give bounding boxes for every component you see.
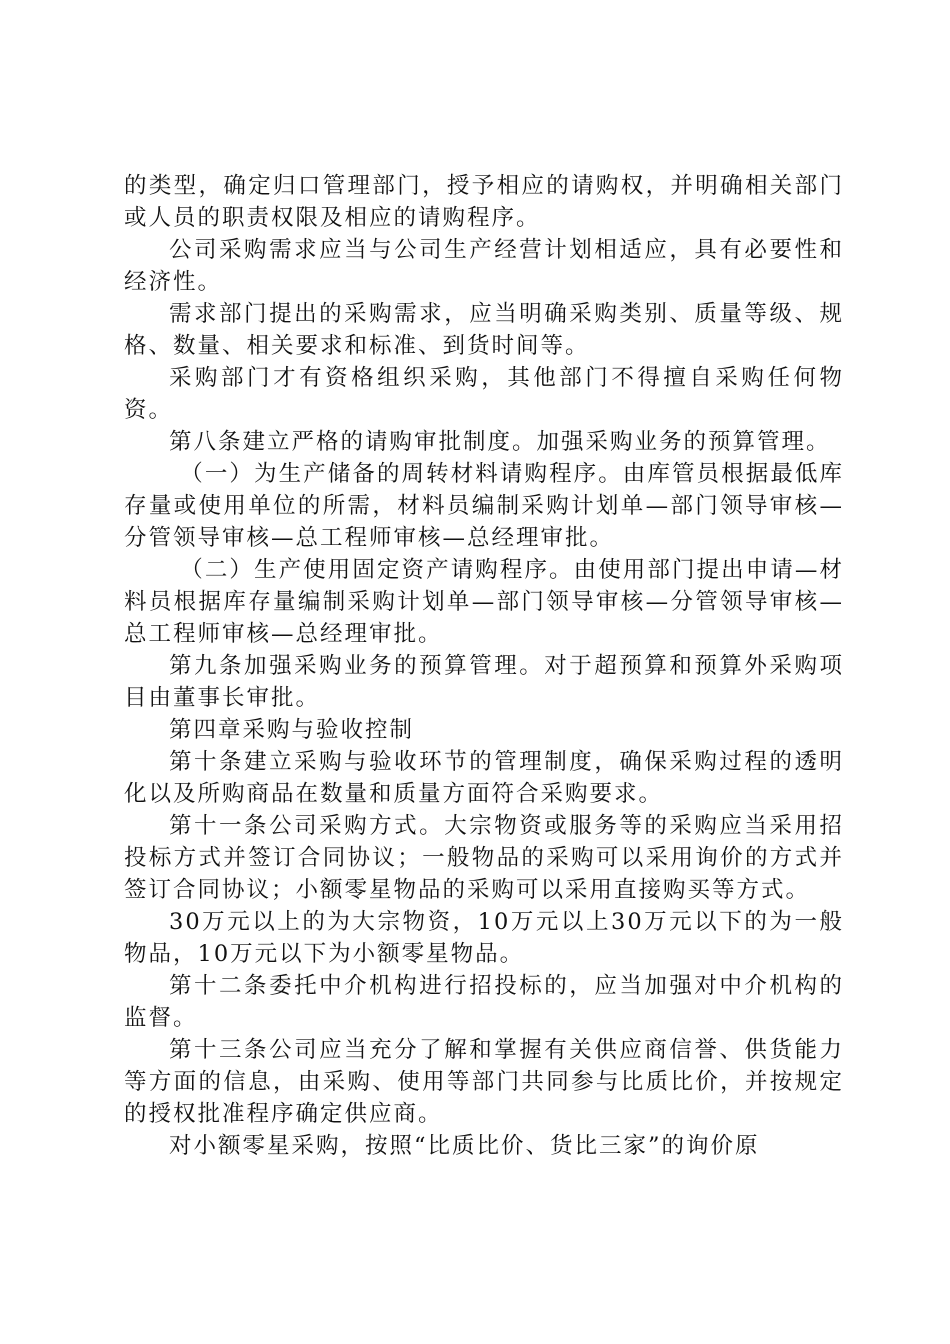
paragraph-thresholds: 30万元以上的为大宗物资，10万元以上30万元以下的为一般物品，10万元以下为小额零星物品。	[124, 909, 844, 967]
paragraph-demand-requirements: 需求部门提出的采购需求，应当明确采购类别、质量等级、规格、数量、相关要求和标准、到货时间等。	[124, 301, 844, 359]
paragraph-article-11: 第十一条公司采购方式。大宗物资或服务等的采购应当采用招投标方式并签订合同协议；一般物品的采购可以采用询价的方式并签订合同协议；小额零星物品的采购可以采用直接购买等方式。	[124, 813, 844, 903]
paragraph-item-1: （一）为生产储备的周转材料请购程序。由库管员根据最低库存量或使用单位的所需，材料员编制采购计划单—部门领导审核—分管领导审核—总工程师审核—总经理审批。	[124, 461, 844, 551]
document-body	[124, 170, 844, 1162]
paragraph-article-9: 第九条加强采购业务的预算管理。对于超预算和预算外采购项目由董事长审批。	[124, 653, 844, 711]
chapter-heading: 第四章采购与验收控制	[169, 717, 415, 743]
paragraph-purchase-authority: 采购部门才有资格组织采购，其他部门不得擅自采购任何物资。	[124, 365, 844, 423]
paragraph-small-purchase: 对小额零星采购，按照“比质比价、货比三家”的询价原	[169, 1133, 760, 1159]
paragraph-article-10: 第十条建立采购与验收环节的管理制度，确保采购过程的透明化以及所购商品在数量和质量方面符合采购要求。	[124, 749, 844, 807]
paragraph-continuation: 的类型，确定归口管理部门，授予相应的请购权，并明确相关部门或人员的职责权限及相应的请购程序。	[124, 173, 844, 231]
paragraph-article-13: 第十三条公司应当充分了解和掌握有关供应商信誉、供货能力等方面的信息，由采购、使用等部门共同参与比质比价，并按规定的授权批准程序确定供应商。	[124, 1037, 844, 1127]
paragraph-article-12: 第十二条委托中介机构进行招投标的，应当加强对中介机构的监督。	[124, 973, 844, 1031]
paragraph-article-8: 第八条建立严格的请购审批制度。加强采购业务的预算管理。	[169, 429, 831, 455]
paragraph-item-2: （二）生产使用固定资产请购程序。由使用部门提出申请—材料员根据库存量编制采购计划单—部门领导审核—分管领导审核—总工程师审核—总经理审批。	[124, 557, 844, 647]
paragraph-demand-plan: 公司采购需求应当与公司生产经营计划相适应，具有必要性和经济性。	[124, 237, 844, 295]
